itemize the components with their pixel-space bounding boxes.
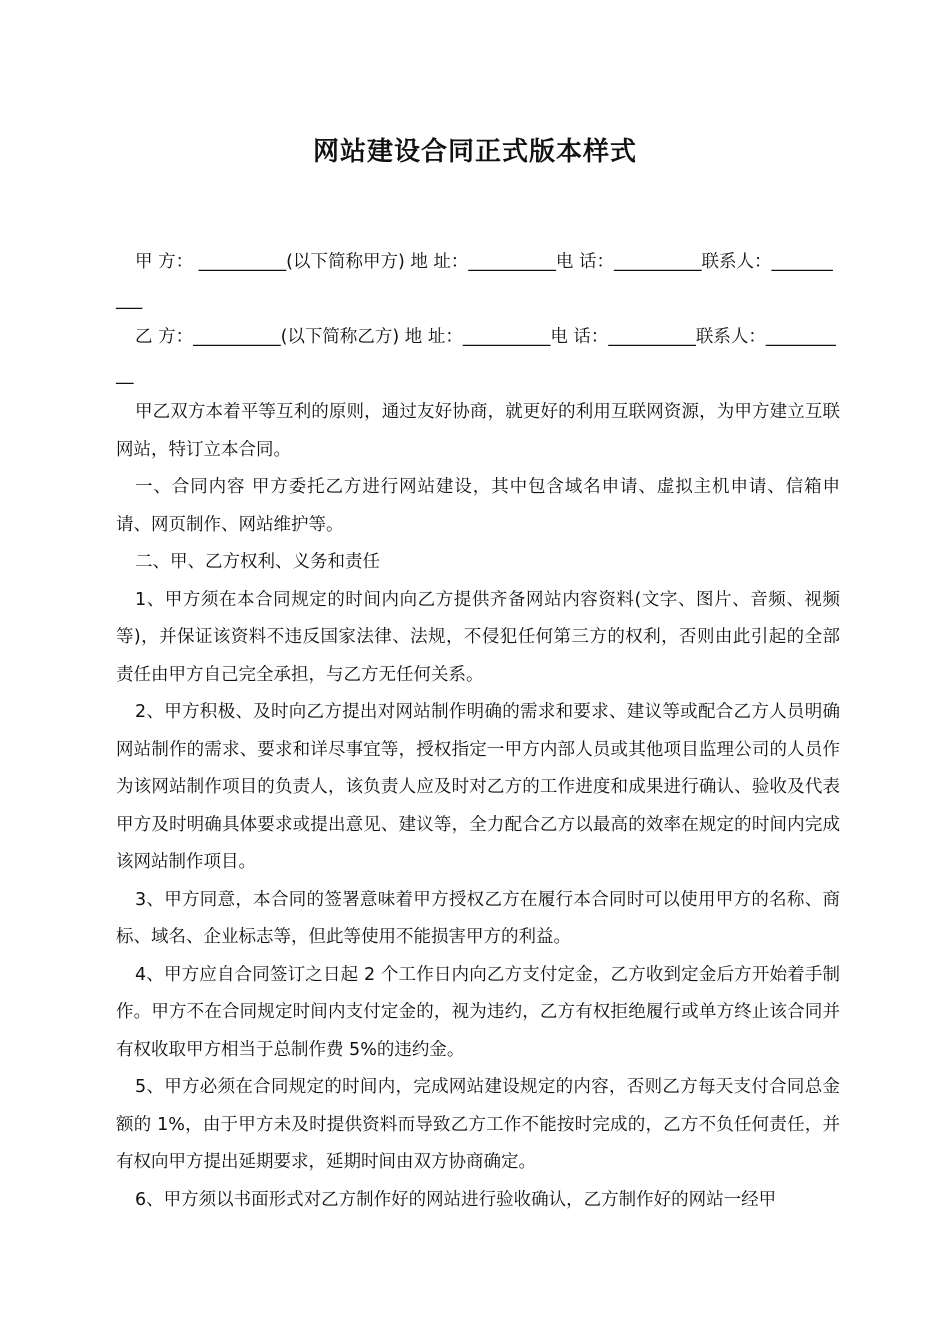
intro-paragraph: 甲乙双方本着平等互利的原则，通过友好协商，就更好的利用互联网资源，为甲方建立互联网站，特订立本合同。 bbox=[116, 402, 840, 460]
section-2-heading: 二、甲、乙方权利、义务和责任 bbox=[135, 552, 380, 572]
clause-5-paragraph: 5、甲方必须在合同规定的时间内，完成网站建设规定的内容，否则乙方每天支付合同总金额的 1%，由于甲方未及时提供资料而导致乙方工作不能按时完成的，乙方不负任何责任，并有权向甲方提出延期要求，延期时间由双方协商确定。 bbox=[116, 1077, 840, 1172]
clause-2-paragraph: 2、甲方积极、及时向乙方提出对网站制作明确的需求和要求、建议等或配合乙方人员明确网站制作的需求、要求和详尽事宜等，授权指定一甲方内部人员或其他项目监理公司的人员作为该网站制作项目的负责人，该负责人应及时对乙方的工作进度和成果进行确认、验收及代表甲方及时明确具体要求或提出意见、建议等，全力配合乙方以最高的效率在规定的时间内完成该网站制作项目。 bbox=[116, 702, 840, 872]
document-title: 网站建设合同正式版本样式 bbox=[312, 137, 637, 167]
party-a-line: 甲 方： __________(以下简称甲方) 地 址：__________电 话：__________联系人：__________ bbox=[116, 252, 833, 310]
clause-1-paragraph: 1、甲方须在本合同规定的时间内向乙方提供齐备网站内容资料(文字、图片、音频、视频等)，并保证该资料不违反国家法律、法规，不侵犯任何第三方的权利，否则由此引起的全部责任由甲方自己完全承担，与乙方无任何关系。 bbox=[116, 589, 840, 685]
clause-4-paragraph: 4、甲方应自合同签订之日起 2 个工作日内向乙方支付定金，乙方收到定金后方开始着手制作。甲方不在合同规定时间内支付定金的，视为违约，乙方有权拒绝履行或单方终止该合同并有权收取甲方相当于总制作费 5%的违约金。 bbox=[116, 964, 840, 1060]
document-body bbox=[116, 244, 840, 1219]
section-1-paragraph: 一、合同内容 甲方委托乙方进行网站建设，其中包含域名申请、虚拟主机申请、信箱申请、网页制作、网站维护等。 bbox=[116, 477, 840, 535]
party-b-line: 乙 方：__________(以下简称乙方) 地 址：__________电 话：__________联系人：__________ bbox=[116, 327, 836, 385]
clause-3-paragraph: 3、甲方同意，本合同的签署意味着甲方授权乙方在履行本合同时可以使用甲方的名称、商标、域名、企业标志等，但此等使用不能损害甲方的利益。 bbox=[116, 889, 840, 947]
clause-6-paragraph: 6、甲方须以书面形式对乙方制作好的网站进行验收确认，乙方制作好的网站一经甲 bbox=[135, 1189, 777, 1210]
